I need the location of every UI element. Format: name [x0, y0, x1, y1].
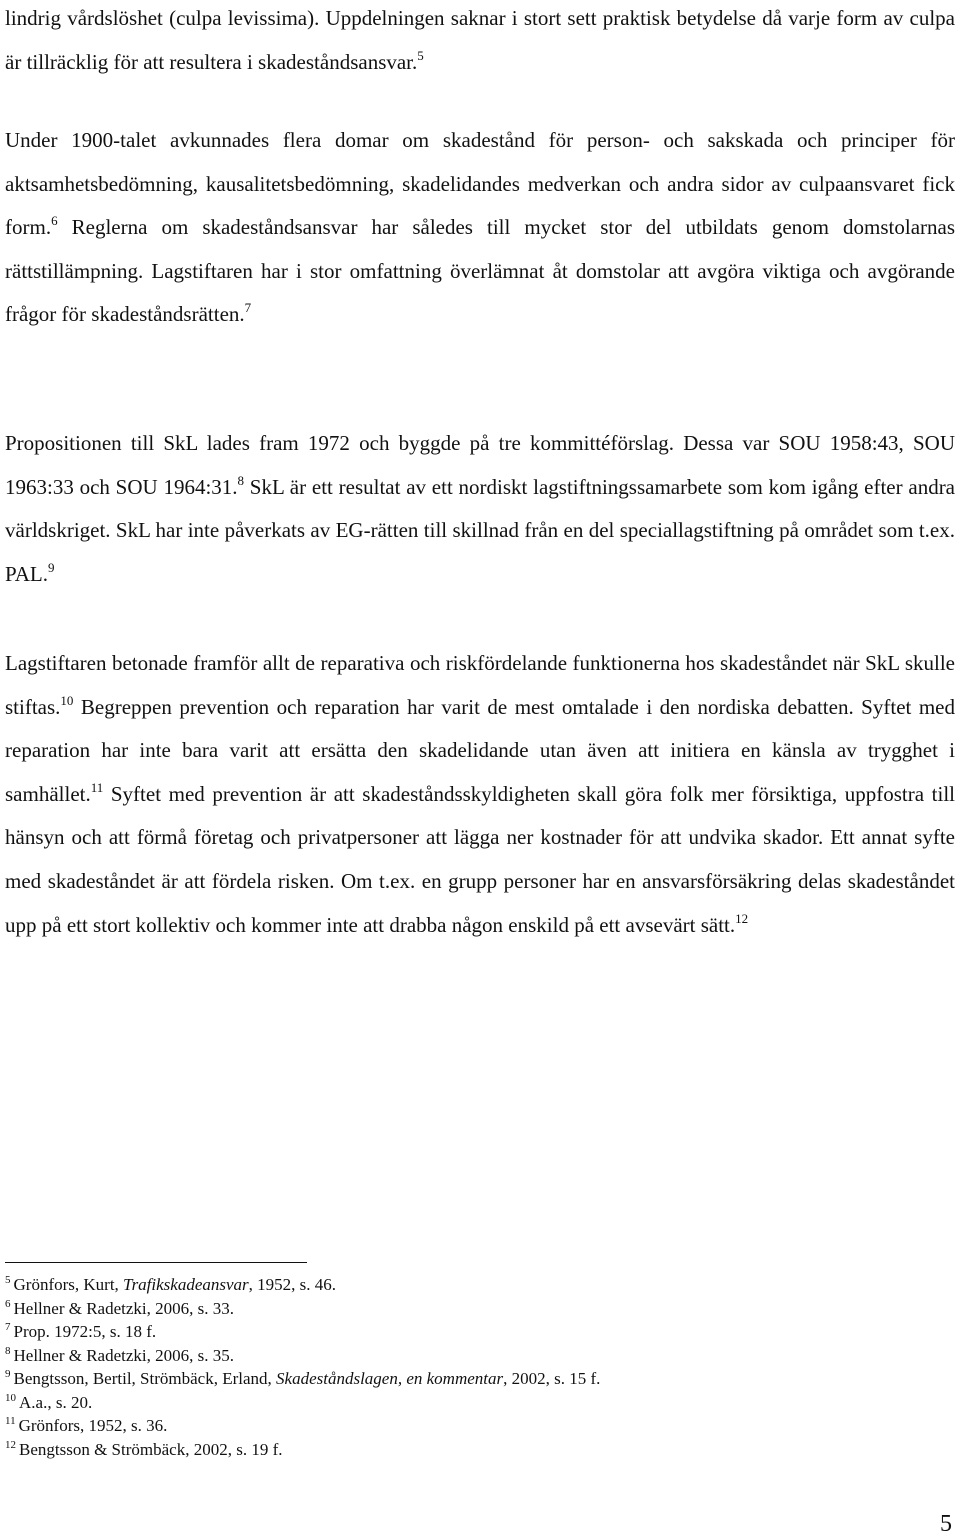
footnote-number: 10 — [5, 1391, 16, 1404]
footnote-item — [5, 1391, 945, 1415]
body-paragraph-4 — [5, 642, 955, 947]
text-run: lindrig vårdslöshet (culpa levissima). Uppdelningen saknar i stort sett praktisk betydelse då varje form av culpa är tillräcklig för att resultera i skadeståndsansvar. — [5, 6, 955, 74]
footnote-reference: 6 — [51, 213, 58, 229]
footnote-number: 9 — [5, 1368, 11, 1380]
text-run: Hellner & Radetzki, 2006, s. 35. — [13, 1345, 234, 1365]
text-run: Bengtsson & Strömbäck, 2002, s. 19 f. — [19, 1439, 283, 1459]
text-run: SkL är ett resultat av ett nordiskt lagstiftningssamarbete som kom igång efter andra världskriget. SkL har inte påverkats av EG-rätten till skillnad från en del speciallagstiftning på området som t.ex. PAL. — [5, 474, 956, 586]
text-run: Reglerna om skadeståndsansvar har således till mycket stor del utbildats genom domstolarnas rättstillämpning. Lagstiftaren har i stor omfattning överlämnat åt domstolar att avgöra viktiga och avgörande frågor för skadeståndsrätten. — [5, 215, 955, 327]
text-run: Bengtsson, Bertil, Strömbäck, Erland, — [13, 1369, 277, 1388]
footnote-item — [5, 1367, 945, 1391]
text-run: Prop. 1972:5, s. 18 f. — [13, 1322, 157, 1341]
footnote-item — [5, 1320, 945, 1344]
text-run: Propositionen till SkL lades fram 1972 och byggde på tre kommittéförslag. Dessa var SOU 1958:43, SOU 1963:33 och SOU 1964:31. — [5, 431, 955, 499]
text-run: Grönfors, Kurt, — [13, 1275, 124, 1294]
footnote-number: 12 — [5, 1438, 16, 1451]
footnote-item — [5, 1414, 945, 1438]
footnote-item — [5, 1273, 945, 1297]
text-run: Hellner & Radetzki, 2006, s. 33. — [13, 1298, 234, 1318]
text-run: , 1952, s. 46. — [248, 1275, 337, 1294]
footnote-number: 5 — [5, 1274, 11, 1286]
footnote-reference: 11 — [90, 779, 104, 795]
footnote-item — [5, 1297, 945, 1321]
footnote-separator — [5, 1262, 307, 1263]
text-run: A.a., s. 20. — [19, 1392, 93, 1412]
footnote-reference: 5 — [417, 47, 424, 63]
footnote-reference: 8 — [237, 472, 245, 488]
footnote-number: 7 — [5, 1321, 11, 1333]
body-paragraph-2 — [5, 119, 955, 337]
footnotes-section — [5, 1273, 945, 1461]
footnote-reference: 9 — [48, 559, 55, 575]
footnote-item — [5, 1344, 945, 1368]
italic-title: Skadeståndslagen, en kommentar — [276, 1369, 504, 1388]
text-run: Begreppen prevention och reparation har varit de mest omtalade i den nordiska debatten. Syftet med reparation har inte bara varit att ersätta den skadelidande utan även att initiera en känsla av trygghet i samhället. — [5, 694, 955, 806]
footnote-reference: 10 — [60, 692, 74, 708]
footnote-number: 8 — [5, 1344, 11, 1357]
body-paragraph-3 — [5, 422, 955, 596]
text-run: Lagstiftaren betonade framför allt de reparativa och riskfördelande funktionerna hos skadeståndet när SkL skulle stiftas. — [5, 651, 955, 719]
text-run: Under 1900-talet avkunnades flera domar om skadestånd för person- och sakskada och principer för aktsamhetsbedömning, kausalitetsbedömning, skadelidandes medverkan och andra sidor av culpaansvaret fick form. — [5, 128, 955, 240]
text-run: Grönfors, 1952, s. 36. — [18, 1416, 168, 1435]
page-number: 5 — [940, 1511, 952, 1537]
body-paragraph-1 — [5, 0, 955, 84]
text-run: , 2002, s. 15 f. — [503, 1369, 601, 1388]
footnote-reference: 12 — [735, 910, 749, 926]
footnote-number: 6 — [5, 1297, 11, 1310]
footnote-item — [5, 1438, 945, 1462]
text-run: Syftet med prevention är att skadeståndsskyldigheten skall göra folk mer försiktiga, uppfostra till hänsyn och att förmå företag och privatpersoner att lägga ner kostnader för att undvika skador. Ett annat syfte med skadeståndet är att fördela risken. Om t.ex. en grupp personer har en ansvarsförsäkring delas skadeståndet upp på ett stort kollektiv och kommer inte att drabba någon enskild på ett avsevärt sätt. — [5, 781, 955, 937]
italic-title: Trafikskadeansvar — [123, 1275, 249, 1294]
footnote-number: 11 — [5, 1415, 16, 1427]
footnote-reference: 7 — [244, 300, 252, 316]
